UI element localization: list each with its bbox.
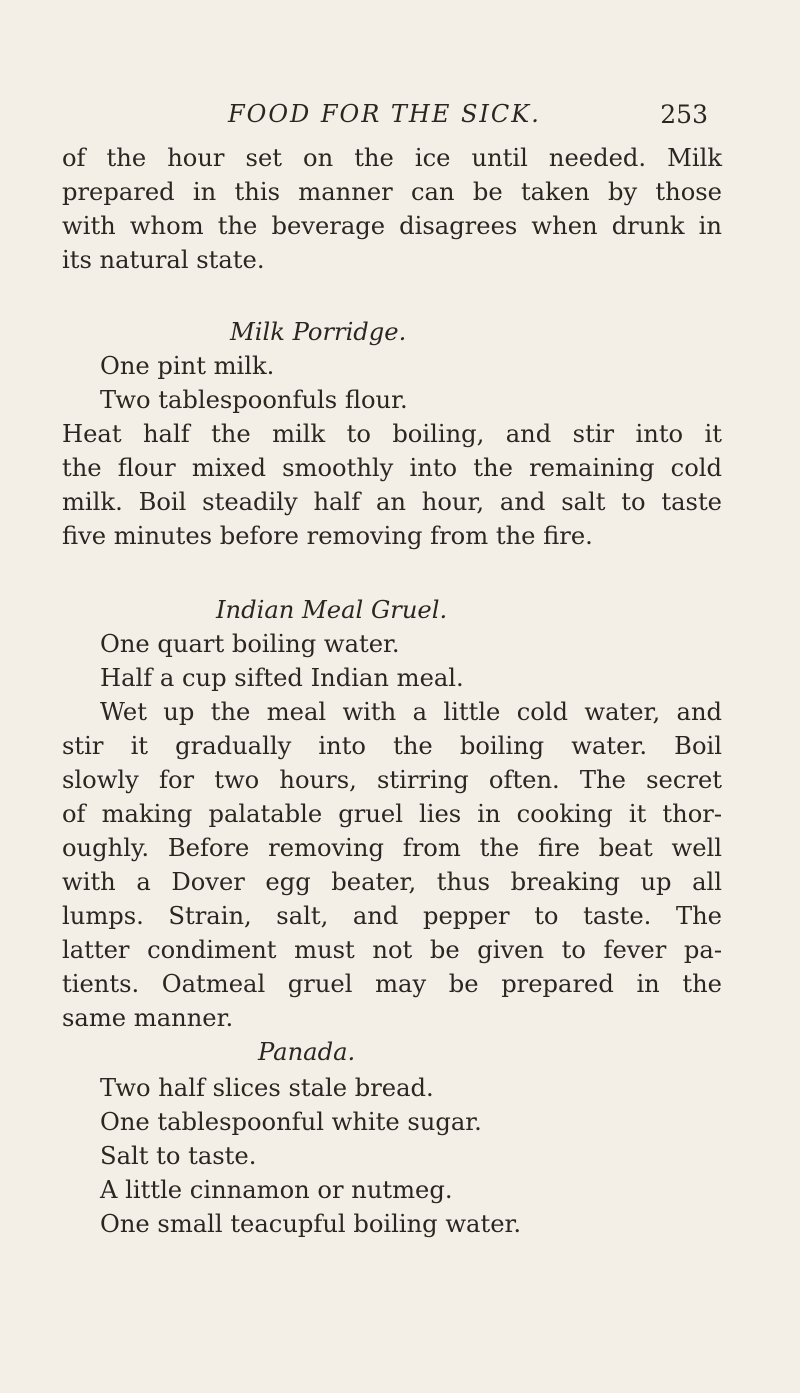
directions-line: Wet up the meal with a little cold water, and (100, 698, 722, 726)
ingredient-line: One pint milk. (100, 352, 275, 380)
directions-line: milk. Boil steadily half an hour, and salt to taste (62, 488, 722, 516)
directions-line: same manner. (62, 1004, 234, 1032)
directions-line: with a Dover egg beater, thus breaking up all (62, 868, 722, 896)
ingredient-line: Half a cup sifted Indian meal. (100, 664, 464, 692)
directions-line: stir it gradually into the boiling water. Boil (62, 732, 722, 760)
directions-line: slowly for two hours, stirring often. The secret (62, 766, 722, 794)
ingredient-line: A little cinnamon or nutmeg. (100, 1176, 453, 1204)
paragraph-line: prepared in this manner can be taken by those (62, 178, 722, 206)
directions-line: lumps. Strain, salt, and pepper to taste. The (62, 902, 722, 930)
recipe-title: Milk Porridge. (230, 318, 407, 346)
directions-line: five minutes before removing from the fire. (62, 522, 593, 550)
running-title: FOOD FOR THE SICK. (228, 100, 541, 128)
ingredient-line: Salt to taste. (100, 1142, 257, 1170)
paragraph-line: with whom the beverage disagrees when drunk in (62, 212, 722, 240)
directions-line: the flour mixed smoothly into the remaining cold (62, 454, 722, 482)
directions-line: latter condiment must not be given to fever pa- (62, 936, 722, 964)
running-head (0, 100, 800, 140)
recipe-title: Panada. (258, 1038, 356, 1066)
directions-line: Heat half the milk to boiling, and stir into it (62, 420, 722, 448)
ingredient-line: One tablespoonful white sugar. (100, 1108, 482, 1136)
ingredient-line: Two tablespoonfuls flour. (100, 386, 408, 414)
recipe-title: Indian Meal Gruel. (216, 596, 448, 624)
directions-line: tients. Oatmeal gruel may be prepared in the (62, 970, 722, 998)
page-number: 253 (660, 100, 708, 129)
paragraph-line: of the hour set on the ice until needed. Milk (62, 144, 722, 172)
paragraph-line: its natural state. (62, 246, 265, 274)
ingredient-line: Two half slices stale bread. (100, 1074, 434, 1102)
directions-line: oughly. Before removing from the fire beat well (62, 834, 722, 862)
directions-line: of making palatable gruel lies in cooking it thor- (62, 800, 722, 828)
ingredient-line: One quart boiling water. (100, 630, 400, 658)
ingredient-line: One small teacupful boiling water. (100, 1210, 522, 1238)
